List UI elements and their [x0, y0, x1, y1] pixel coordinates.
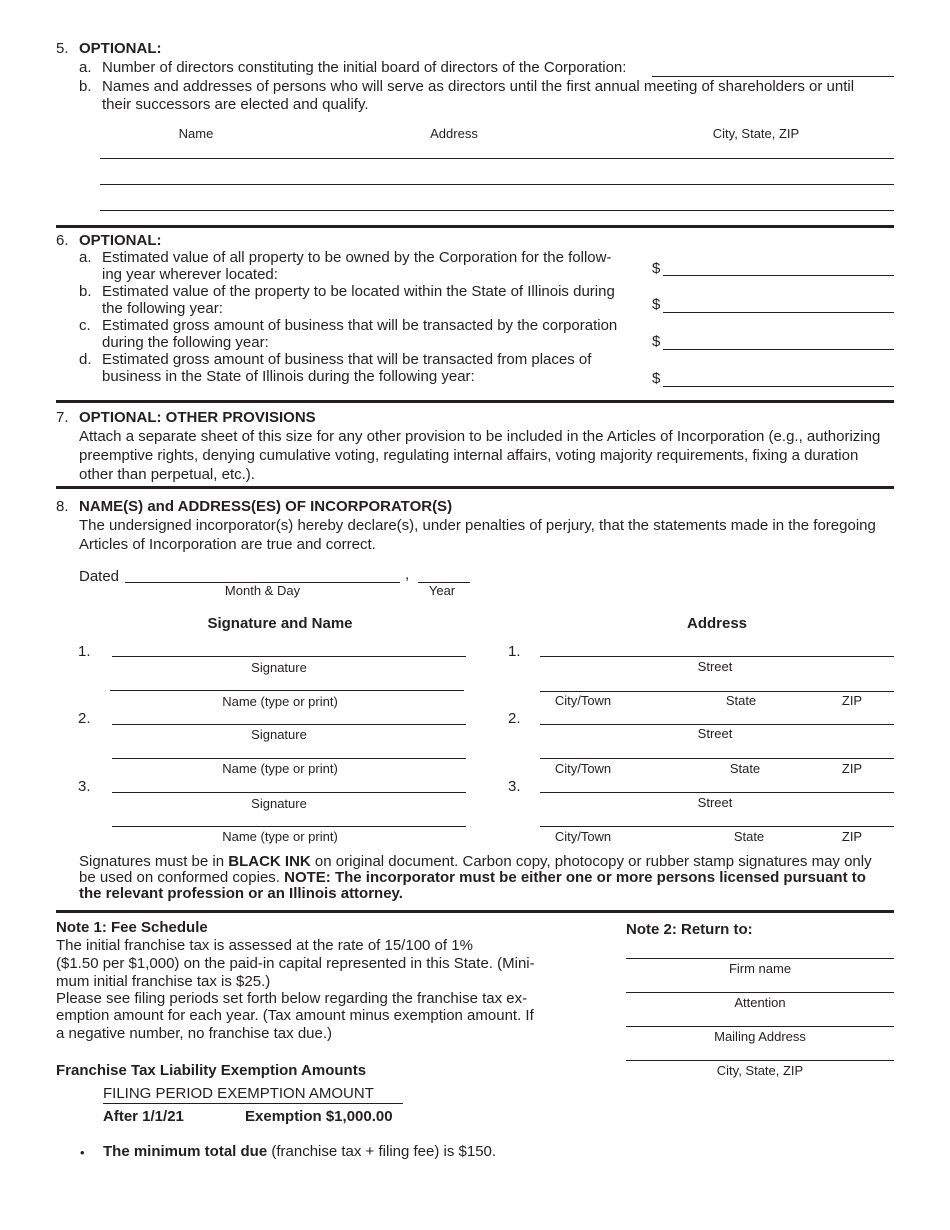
director-row-3-input[interactable]	[100, 192, 894, 210]
signature-2-input[interactable]	[112, 708, 466, 724]
attention-input[interactable]	[626, 975, 894, 992]
name-1-line	[110, 690, 464, 691]
dollar-sign: $	[652, 260, 661, 277]
director-row-1-line	[100, 158, 894, 159]
section-5-title: OPTIONAL:	[79, 40, 162, 57]
item-5a-text: Number of directors constituting the initial board of directors of the Corporation:	[102, 59, 627, 76]
address-header: Address	[686, 615, 748, 632]
dollar-sign: $	[652, 333, 661, 350]
section-5-number: 5.	[56, 40, 69, 57]
dated-label: Dated	[79, 568, 120, 585]
city-state-zip-2-input[interactable]	[540, 742, 894, 758]
director-row-2-line	[100, 184, 894, 185]
dollar-sign: $	[652, 296, 661, 313]
note-1-line: The initial franchise tax is assessed at the rate of 15/100 of 1%	[56, 937, 473, 954]
item-6c-line1: Estimated gross amount of business that will be transacted by the corporation	[102, 317, 618, 334]
section-8-title: NAME(S) and ADDRESS(ES) OF INCORPORATOR(S)	[79, 498, 453, 515]
address-number: 3.	[508, 778, 521, 795]
director-row-3-line	[100, 210, 894, 211]
signature-3-input[interactable]	[112, 776, 466, 792]
zip-caption: ZIP	[841, 693, 863, 708]
minimum-total-text: (franchise tax + filing fee) is $150.	[267, 1143, 497, 1160]
minimum-total-label: The minimum total due	[103, 1143, 268, 1160]
director-row-1-input[interactable]	[100, 140, 894, 158]
incorporator-number: 2.	[78, 710, 91, 727]
illinois-property-value-input[interactable]	[663, 295, 894, 312]
signature-caption: Signature	[251, 796, 307, 811]
property-value-input[interactable]	[663, 258, 894, 275]
illinois-gross-business-line	[663, 386, 894, 387]
address-number: 1.	[508, 643, 521, 660]
director-row-2-input[interactable]	[100, 166, 894, 184]
street-caption: Street	[697, 795, 733, 810]
city-state-zip-3-line	[540, 826, 894, 827]
city-state-zip-1-input[interactable]	[540, 675, 894, 691]
city-state-zip-1-line	[540, 691, 894, 692]
directors-count-input[interactable]	[652, 58, 894, 76]
gross-business-input[interactable]	[663, 332, 894, 349]
city-caption: City/Town	[554, 829, 612, 844]
street-2-input[interactable]	[540, 708, 894, 724]
bullet: •	[80, 1145, 85, 1160]
return-city-state-zip-caption: City, State, ZIP	[716, 1063, 804, 1078]
item-6b-line1: Estimated value of the property to be located within the State of Illinois during	[102, 283, 615, 300]
note-1-line: mum initial franchise tax is $25.)	[56, 973, 271, 990]
section-6-title: OPTIONAL:	[79, 232, 162, 249]
return-city-state-zip-input[interactable]	[626, 1043, 894, 1060]
signature-3-line	[112, 792, 466, 793]
note-1-line: a negative number, no franchise tax due.)	[56, 1025, 333, 1042]
item-6a-letter: a.	[79, 249, 92, 266]
return-city-state-zip-line	[626, 1060, 894, 1061]
exemption-amount: Exemption $1,000.00	[245, 1108, 393, 1125]
street-3-input[interactable]	[540, 776, 894, 792]
attention-caption: Attention	[734, 995, 786, 1010]
gross-business-line	[663, 349, 894, 350]
firm-name-input[interactable]	[626, 941, 894, 958]
signature-caption: Signature	[251, 660, 307, 675]
note-1-line: ($1.50 per $1,000) on the paid-in capital represented in this State. (Mini-	[56, 955, 535, 972]
zip-caption: ZIP	[841, 761, 863, 776]
signature-and-name-header: Signature and Name	[207, 615, 353, 632]
section-8-line1: The undersigned incorporator(s) hereby declare(s), under penalties of perjury, that the statements made in the foregoing	[79, 517, 876, 534]
section-7-line3: other than perpetual, etc.).	[79, 466, 255, 483]
illinois-property-value-line	[663, 312, 894, 313]
section-8-number: 8.	[56, 498, 69, 515]
name-2-line	[112, 758, 466, 759]
item-5b-letter: b.	[79, 78, 92, 95]
city-caption: City/Town	[554, 761, 612, 776]
section-divider	[56, 910, 894, 913]
dollar-sign: $	[652, 370, 661, 387]
name-caption: Name (type or print)	[222, 829, 338, 844]
name-caption: Name (type or print)	[222, 694, 338, 709]
exemption-table-header: FILING PERIOD EXEMPTION AMOUNT	[103, 1085, 374, 1102]
state-caption: State	[733, 829, 765, 844]
street-1-line	[540, 656, 894, 657]
month-day-caption: Month & Day	[224, 583, 301, 598]
signature-caption: Signature	[251, 727, 307, 742]
attention-line	[626, 992, 894, 993]
month-day-input[interactable]	[125, 566, 400, 582]
firm-name-line	[626, 958, 894, 959]
street-caption: Street	[697, 659, 733, 674]
black-ink-emphasis: BLACK INK	[228, 853, 311, 870]
illinois-gross-business-input[interactable]	[663, 369, 894, 386]
section-divider	[56, 225, 894, 228]
incorporator-note-line3: the relevant profession or an Illinois attorney.	[79, 885, 403, 902]
exemption-table-title: Franchise Tax Liability Exemption Amounts	[56, 1062, 367, 1079]
mailing-address-caption: Mailing Address	[714, 1029, 806, 1044]
item-6c-letter: c.	[79, 317, 91, 334]
street-3-line	[540, 792, 894, 793]
date-comma: ,	[405, 566, 410, 583]
column-city-state-zip: City, State, ZIP	[712, 126, 800, 141]
name-3-line	[112, 826, 466, 827]
column-name: Name	[178, 126, 214, 141]
item-6d-letter: d.	[79, 351, 92, 368]
section-divider	[56, 486, 894, 489]
minimum-total-due	[103, 1143, 496, 1161]
incorporator-number: 3.	[78, 778, 91, 795]
year-input[interactable]	[418, 566, 470, 582]
zip-caption: ZIP	[841, 829, 863, 844]
section-7-line1: Attach a separate sheet of this size for any other provision to be included in the Articles of Incorporation (e.g., authorizing	[79, 428, 881, 445]
item-6a-line2: ing year wherever located:	[102, 266, 278, 283]
ink-notice-text: on original document. Carbon copy, photocopy or rubber stamp signatures may only	[310, 853, 872, 870]
section-7-number: 7.	[56, 409, 69, 426]
section-8-line2: Articles of Incorporation are true and correct.	[79, 536, 376, 553]
street-2-line	[540, 724, 894, 725]
column-address: Address	[430, 126, 478, 141]
signature-1-input[interactable]	[112, 640, 466, 656]
directors-count-line	[652, 76, 894, 77]
exemption-table-rule	[103, 1103, 403, 1104]
item-6b-line2: the following year:	[102, 300, 223, 317]
name-3-input[interactable]	[112, 810, 466, 826]
address-number: 2.	[508, 710, 521, 727]
city-caption: City/Town	[554, 693, 612, 708]
filing-period: After 1/1/21	[103, 1108, 184, 1125]
item-6d-line2: business in the State of Illinois during the following year:	[102, 368, 475, 385]
city-state-zip-3-input[interactable]	[540, 810, 894, 826]
state-caption: State	[725, 693, 757, 708]
item-6c-line2: during the following year:	[102, 334, 269, 351]
section-7-title: OPTIONAL: OTHER PROVISIONS	[79, 409, 316, 426]
note-2-title: Note 2: Return to:	[626, 921, 753, 938]
item-5b-line1: Names and addresses of persons who will serve as directors until the first annual meeting of shareholders or until	[102, 78, 855, 95]
name-2-input[interactable]	[112, 742, 466, 758]
mailing-address-input[interactable]	[626, 1009, 894, 1026]
note-1-line: Please see filing periods set forth below regarding the franchise tax ex-	[56, 990, 528, 1007]
mailing-address-line	[626, 1026, 894, 1027]
property-value-line	[663, 275, 894, 276]
item-5a-letter: a.	[79, 59, 92, 76]
name-1-input[interactable]	[110, 674, 464, 690]
section-6-number: 6.	[56, 232, 69, 249]
street-1-input[interactable]	[540, 640, 894, 656]
firm-name-caption: Firm name	[728, 961, 792, 976]
incorporator-note: NOTE: The incorporator must be either one or more persons licensed pursuant to	[284, 869, 866, 886]
street-caption: Street	[697, 726, 733, 741]
state-caption: State	[729, 761, 761, 776]
incorporator-number: 1.	[78, 643, 91, 660]
signature-1-line	[112, 656, 466, 657]
ink-notice-text: Signatures must be in	[79, 853, 229, 870]
item-6a-line1: Estimated value of all property to be owned by the Corporation for the follow-	[102, 249, 612, 266]
name-caption: Name (type or print)	[222, 761, 338, 776]
section-divider	[56, 400, 894, 403]
ink-notice-text: be used on conformed copies.	[79, 869, 285, 886]
item-6d-line1: Estimated gross amount of business that will be transacted from places of	[102, 351, 592, 368]
city-state-zip-2-line	[540, 758, 894, 759]
note-1-line: emption amount for each year. (Tax amount minus exemption amount. If	[56, 1007, 534, 1024]
signature-2-line	[112, 724, 466, 725]
item-6b-letter: b.	[79, 283, 92, 300]
year-caption: Year	[428, 583, 456, 598]
section-7-line2: preemptive rights, denying cumulative voting, regulating internal affairs, voting majority requirements, fixing a duration	[79, 447, 859, 464]
item-5b-line2: their successors are elected and qualify.	[102, 96, 369, 113]
note-1-title: Note 1: Fee Schedule	[56, 919, 208, 936]
